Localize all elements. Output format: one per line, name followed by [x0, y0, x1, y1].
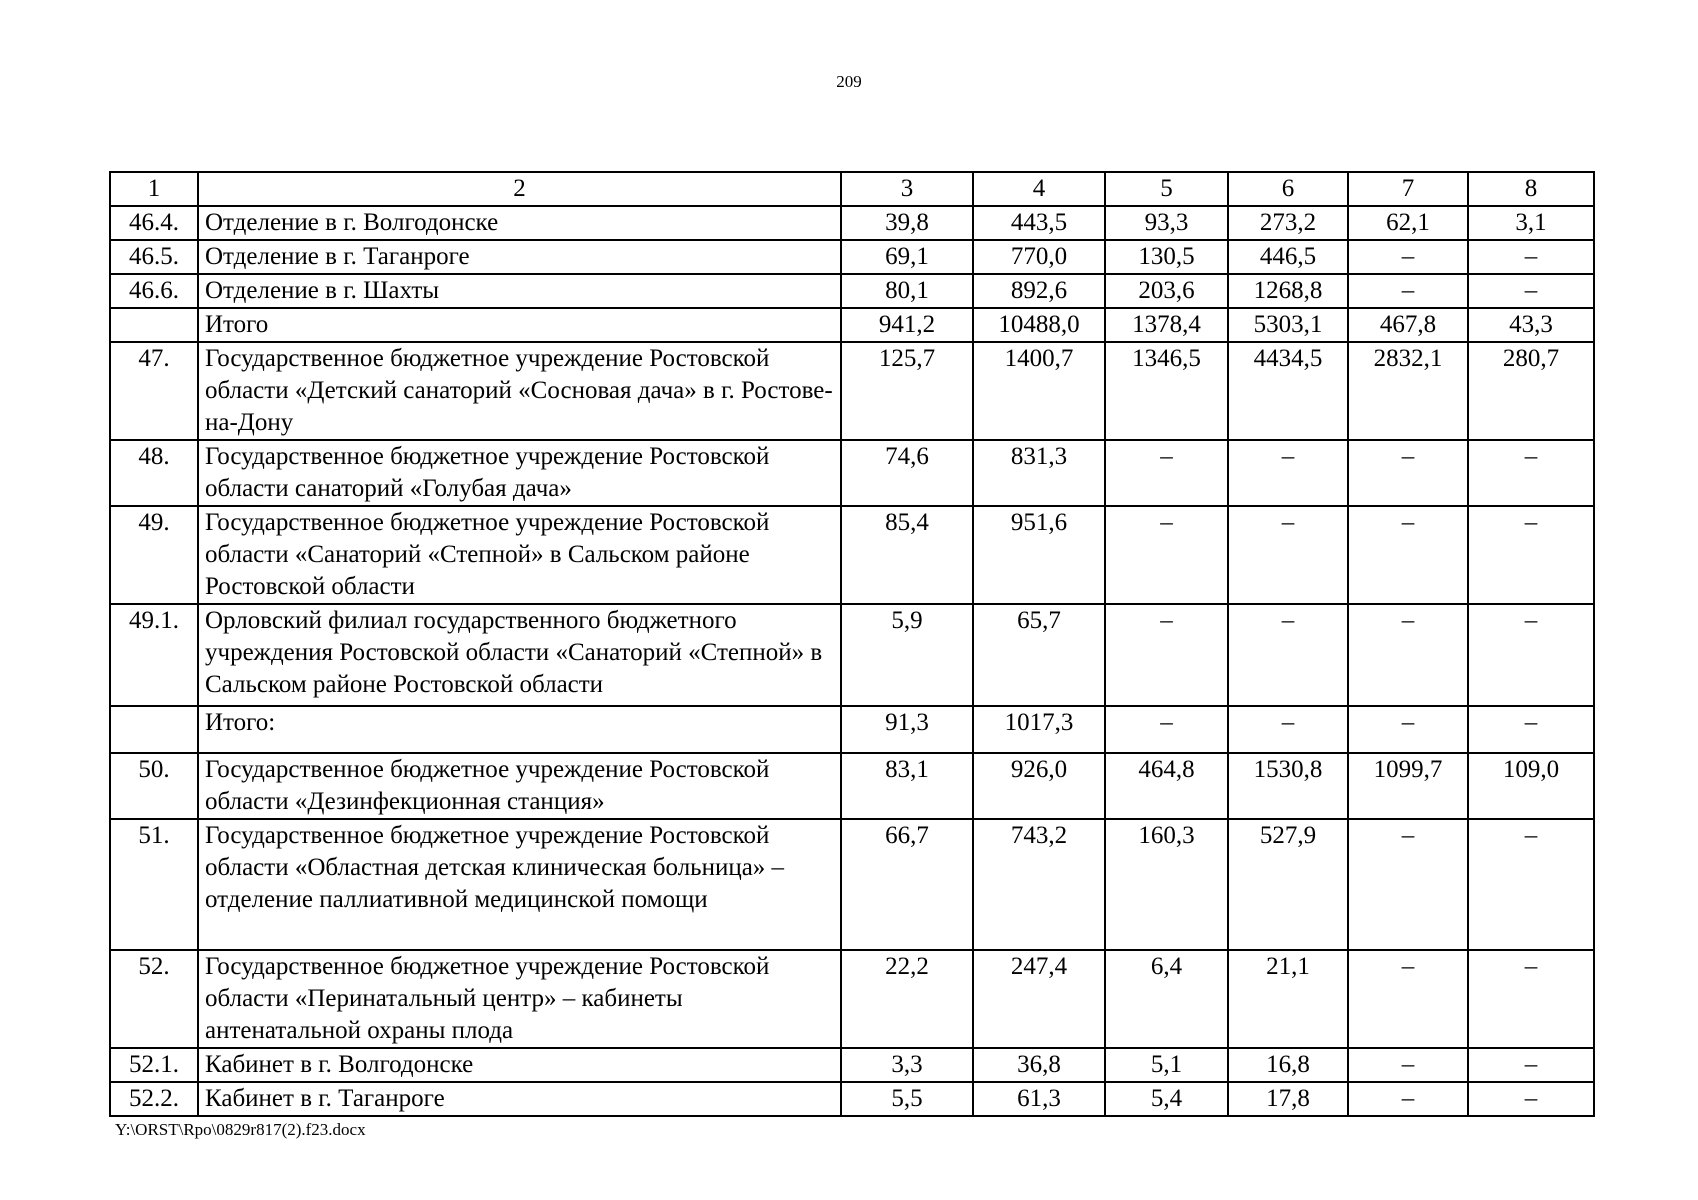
table-header-row — [110, 172, 1594, 206]
row-code: 46.5. — [110, 240, 198, 274]
row-value: – — [1105, 604, 1228, 706]
row-value: – — [1348, 506, 1468, 604]
row-value: – — [1228, 440, 1348, 506]
row-code: 52.1. — [110, 1048, 198, 1082]
row-value: 22,2 — [841, 950, 973, 1048]
row-value: 66,7 — [841, 819, 973, 950]
row-value: 1378,4 — [1105, 308, 1228, 342]
row-name: Государственное бюджетное учреждение Ростовской области «Областная детская клиническая больница» – отделение паллиативной медицинской помощи — [198, 819, 841, 950]
row-value: 39,8 — [841, 206, 973, 240]
row-value: 1400,7 — [973, 342, 1105, 440]
data-table-container — [109, 171, 1593, 1117]
row-name: Отделение в г. Шахты — [198, 274, 841, 308]
row-value: 74,6 — [841, 440, 973, 506]
row-value: – — [1348, 706, 1468, 753]
row-value: – — [1468, 440, 1594, 506]
row-value: 770,0 — [973, 240, 1105, 274]
row-value: 1530,8 — [1228, 753, 1348, 819]
row-name: Кабинет в г. Таганроге — [198, 1082, 841, 1116]
row-value: 83,1 — [841, 753, 973, 819]
row-value: – — [1468, 950, 1594, 1048]
row-value: 2832,1 — [1348, 342, 1468, 440]
row-value: 941,2 — [841, 308, 973, 342]
row-code: 46.4. — [110, 206, 198, 240]
column-header: 4 — [973, 172, 1105, 206]
row-name: Государственное бюджетное учреждение Ростовской области «Детский санаторий «Сосновая дача» в г. Ростове-на-Дону — [198, 342, 841, 440]
row-value: 6,4 — [1105, 950, 1228, 1048]
row-value: – — [1468, 706, 1594, 753]
row-value: 160,3 — [1105, 819, 1228, 950]
table-row-total — [110, 706, 1594, 753]
row-value: – — [1348, 950, 1468, 1048]
column-header: 3 — [841, 172, 973, 206]
row-value: 17,8 — [1228, 1082, 1348, 1116]
row-code — [110, 706, 198, 753]
row-name: Государственное бюджетное учреждение Ростовской области «Перинатальный центр» – кабинеты антенатальной охраны плода — [198, 950, 841, 1048]
table-row — [110, 1048, 1594, 1082]
row-value: 85,4 — [841, 506, 973, 604]
row-value: 443,5 — [973, 206, 1105, 240]
row-value: – — [1105, 706, 1228, 753]
column-header: 1 — [110, 172, 198, 206]
table-row — [110, 342, 1594, 440]
row-value: 61,3 — [973, 1082, 1105, 1116]
row-value: 743,2 — [973, 819, 1105, 950]
row-value: – — [1348, 819, 1468, 950]
row-value: 91,3 — [841, 706, 973, 753]
row-value: – — [1468, 1082, 1594, 1116]
row-value: 69,1 — [841, 240, 973, 274]
row-value: 65,7 — [973, 604, 1105, 706]
row-value: 951,6 — [973, 506, 1105, 604]
row-value: – — [1228, 604, 1348, 706]
row-value: – — [1468, 604, 1594, 706]
row-value: 464,8 — [1105, 753, 1228, 819]
row-value: 5,5 — [841, 1082, 973, 1116]
document-file-path: Y:\ORST\Rpo\0829r817(2).f23.docx — [115, 1120, 366, 1139]
row-value: 4434,5 — [1228, 342, 1348, 440]
row-value: 36,8 — [973, 1048, 1105, 1082]
row-value: 5303,1 — [1228, 308, 1348, 342]
table-row — [110, 206, 1594, 240]
row-value: – — [1468, 240, 1594, 274]
row-name: Государственное бюджетное учреждение Ростовской области санаторий «Голубая дача» — [198, 440, 841, 506]
row-value: 1099,7 — [1348, 753, 1468, 819]
row-value: 80,1 — [841, 274, 973, 308]
row-name: Кабинет в г. Волгодонске — [198, 1048, 841, 1082]
row-value: – — [1348, 1048, 1468, 1082]
row-value: 62,1 — [1348, 206, 1468, 240]
row-value: 273,2 — [1228, 206, 1348, 240]
row-value: – — [1348, 440, 1468, 506]
row-value: 527,9 — [1228, 819, 1348, 950]
row-code: 49. — [110, 506, 198, 604]
row-name: Отделение в г. Таганроге — [198, 240, 841, 274]
row-value: – — [1468, 819, 1594, 950]
row-value: 3,1 — [1468, 206, 1594, 240]
row-value: 16,8 — [1228, 1048, 1348, 1082]
row-value: 247,4 — [973, 950, 1105, 1048]
row-code: 47. — [110, 342, 198, 440]
page-number: 209 — [836, 72, 862, 91]
row-code: 51. — [110, 819, 198, 950]
row-value: – — [1348, 240, 1468, 274]
row-value: 926,0 — [973, 753, 1105, 819]
row-value: – — [1348, 1082, 1468, 1116]
row-value: 3,3 — [841, 1048, 973, 1082]
table-row — [110, 274, 1594, 308]
row-value: 43,3 — [1468, 308, 1594, 342]
row-name: Отделение в г. Волгодонске — [198, 206, 841, 240]
row-code: 52. — [110, 950, 198, 1048]
row-name: Орловский филиал государственного бюджетного учреждения Ростовской области «Санаторий «Степной» в Сальском районе Ростовской области — [198, 604, 841, 706]
column-header: 7 — [1348, 172, 1468, 206]
table-row-total — [110, 308, 1594, 342]
row-value: 21,1 — [1228, 950, 1348, 1048]
row-value: – — [1348, 604, 1468, 706]
row-value: 93,3 — [1105, 206, 1228, 240]
row-value: 10488,0 — [973, 308, 1105, 342]
table-row — [110, 1082, 1594, 1116]
row-value: 280,7 — [1468, 342, 1594, 440]
table-row — [110, 440, 1594, 506]
row-value: 892,6 — [973, 274, 1105, 308]
row-value: 831,3 — [973, 440, 1105, 506]
row-value: – — [1105, 440, 1228, 506]
column-header: 2 — [198, 172, 841, 206]
row-value: – — [1468, 1048, 1594, 1082]
row-value: 467,8 — [1348, 308, 1468, 342]
row-value: 1346,5 — [1105, 342, 1228, 440]
row-code: 49.1. — [110, 604, 198, 706]
row-name: Итого — [198, 308, 841, 342]
row-value: – — [1348, 274, 1468, 308]
table-row — [110, 506, 1594, 604]
table-row — [110, 240, 1594, 274]
row-value: 5,9 — [841, 604, 973, 706]
row-value: – — [1105, 506, 1228, 604]
table-row — [110, 604, 1594, 706]
row-value: – — [1468, 274, 1594, 308]
row-value: – — [1228, 506, 1348, 604]
row-code — [110, 308, 198, 342]
row-value: – — [1468, 506, 1594, 604]
row-value: – — [1228, 706, 1348, 753]
row-code: 46.6. — [110, 274, 198, 308]
row-value: 446,5 — [1228, 240, 1348, 274]
row-value: 5,1 — [1105, 1048, 1228, 1082]
column-header: 6 — [1228, 172, 1348, 206]
row-value: 1268,8 — [1228, 274, 1348, 308]
row-value: 125,7 — [841, 342, 973, 440]
row-value: 203,6 — [1105, 274, 1228, 308]
data-table — [109, 171, 1595, 1117]
row-name: Государственное бюджетное учреждение Ростовской области «Дезинфекционная станция» — [198, 753, 841, 819]
row-value: 130,5 — [1105, 240, 1228, 274]
column-header: 5 — [1105, 172, 1228, 206]
row-name: Итого: — [198, 706, 841, 753]
table-row — [110, 819, 1594, 950]
row-code: 52.2. — [110, 1082, 198, 1116]
row-name: Государственное бюджетное учреждение Ростовской области «Санаторий «Степной» в Сальском районе Ростовской области — [198, 506, 841, 604]
table-row — [110, 753, 1594, 819]
column-header: 8 — [1468, 172, 1594, 206]
row-code: 50. — [110, 753, 198, 819]
table-row — [110, 950, 1594, 1048]
row-value: 1017,3 — [973, 706, 1105, 753]
row-code: 48. — [110, 440, 198, 506]
row-value: 5,4 — [1105, 1082, 1228, 1116]
row-value: 109,0 — [1468, 753, 1594, 819]
